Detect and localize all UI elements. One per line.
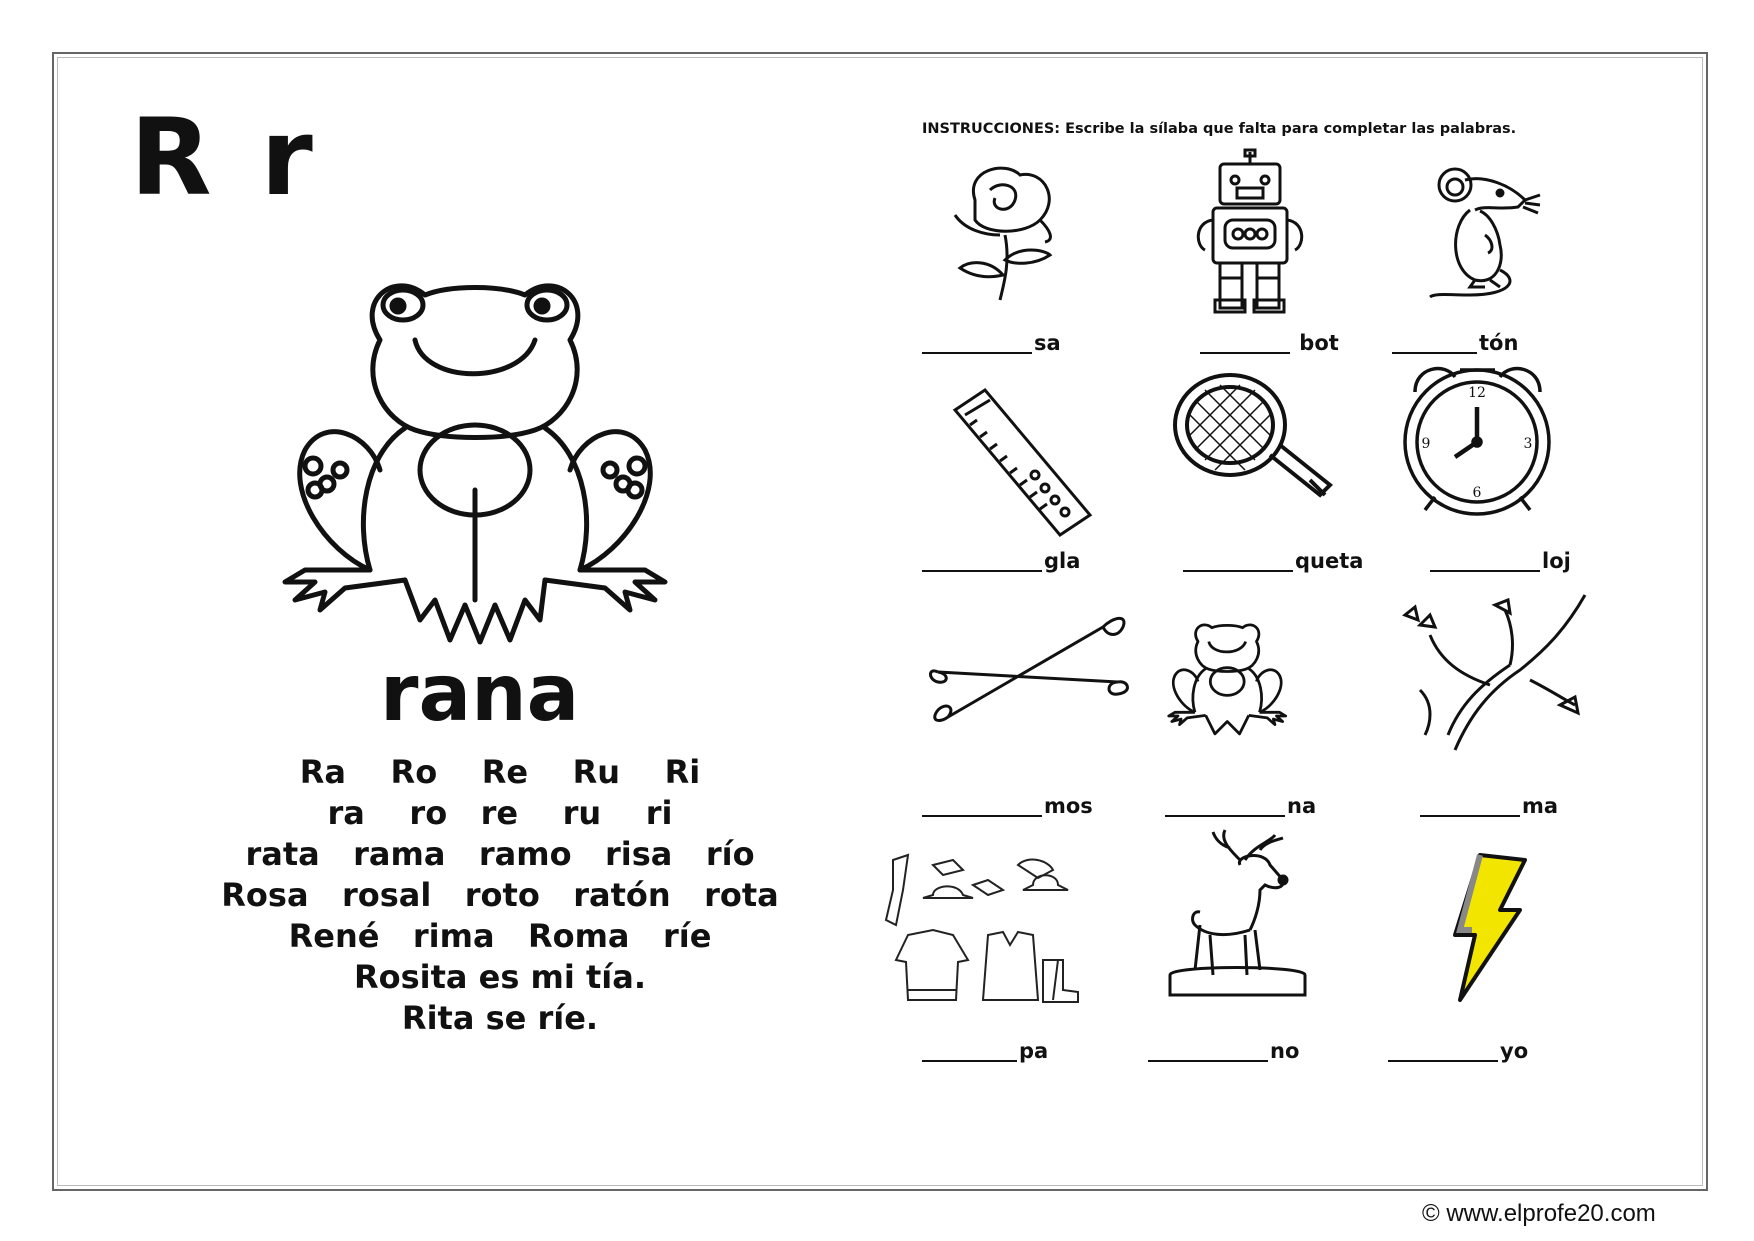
sentence-line: Rosita es mi tía. — [353, 958, 647, 996]
answer-blank[interactable] — [1183, 552, 1293, 572]
alarm-clock-icon — [1400, 362, 1555, 517]
racket-icon — [1170, 370, 1340, 510]
branch-icon — [1400, 595, 1590, 755]
main-word: rana — [380, 649, 580, 739]
word-suffix: tón — [1479, 331, 1519, 355]
answer-blank[interactable] — [1388, 1042, 1498, 1062]
svg-text:12: 12 — [1468, 385, 1486, 401]
word-suffix: gla — [1044, 549, 1081, 573]
fill-in-item-frog[interactable] — [1165, 796, 1316, 817]
answer-blank[interactable] — [1392, 334, 1477, 354]
fill-in-item-reindeer[interactable] — [1148, 1041, 1299, 1062]
syllable-text-block — [190, 752, 810, 1039]
answer-blank[interactable] — [1148, 1042, 1268, 1062]
lightning-icon — [1450, 855, 1530, 1000]
answer-blank[interactable] — [1430, 552, 1540, 572]
answer-blank[interactable] — [922, 552, 1042, 572]
word-suffix: na — [1287, 794, 1317, 818]
answer-blank[interactable] — [1420, 797, 1520, 817]
word-suffix: mos — [1044, 794, 1093, 818]
answer-blank[interactable] — [1200, 334, 1290, 354]
answer-blank[interactable] — [922, 1042, 1017, 1062]
word-suffix: pa — [1019, 1039, 1049, 1063]
instructions: INSTRUCCIONES: Escribe la sílaba que falta para completar las palabras. — [922, 121, 1517, 137]
answer-blank[interactable] — [1165, 797, 1285, 817]
oars-icon — [928, 612, 1133, 727]
syllable-line: ra ro re ru ri — [327, 794, 673, 832]
rose-icon — [945, 160, 1060, 300]
copyright-footer: © www.elprofe20.com — [1422, 1200, 1656, 1227]
answer-blank[interactable] — [922, 797, 1042, 817]
ruler-icon — [945, 390, 1095, 540]
fill-in-item-branch[interactable] — [1420, 796, 1558, 817]
word-suffix: loj — [1542, 549, 1571, 573]
syllable-line: Ra Ro Re Ru Ri — [299, 753, 701, 791]
fill-in-item-ruler[interactable] — [922, 551, 1080, 572]
svg-text:9: 9 — [1421, 436, 1431, 452]
word-suffix: sa — [1034, 331, 1061, 355]
fill-in-item-mouse[interactable] — [1392, 333, 1518, 354]
svg-text:3: 3 — [1523, 436, 1533, 452]
fill-in-item-oars[interactable] — [922, 796, 1093, 817]
frog-icon — [1168, 620, 1288, 740]
sentence-line: Rita se ríe. — [401, 999, 599, 1037]
reindeer-icon — [1165, 830, 1310, 1000]
frog-illustration — [285, 270, 670, 660]
fill-in-item-lightning[interactable] — [1388, 1041, 1528, 1062]
word-suffix: no — [1270, 1039, 1300, 1063]
fill-in-item-racket[interactable] — [1183, 551, 1363, 572]
fill-in-item-rose[interactable] — [922, 333, 1061, 354]
word-suffix: yo — [1500, 1039, 1529, 1063]
fill-in-item-clothes[interactable] — [922, 1041, 1048, 1062]
svg-text:6: 6 — [1472, 485, 1482, 501]
word-suffix: queta — [1295, 549, 1364, 573]
word-suffix: ma — [1522, 794, 1559, 818]
fill-in-item-clock[interactable] — [1430, 551, 1571, 572]
fill-in-item-robot[interactable] — [1200, 333, 1339, 354]
word-line: René rima Roma ríe — [288, 917, 712, 955]
answer-blank[interactable] — [922, 334, 1032, 354]
letter-title: R r — [130, 96, 319, 219]
mouse-icon — [1430, 165, 1540, 300]
word-line: Rosa rosal roto ratón rota — [221, 876, 779, 914]
robot-icon — [1195, 150, 1305, 315]
clothes-icon — [878, 850, 1083, 1005]
word-suffix: bot — [1292, 331, 1339, 355]
word-line: rata rama ramo risa río — [245, 835, 755, 873]
